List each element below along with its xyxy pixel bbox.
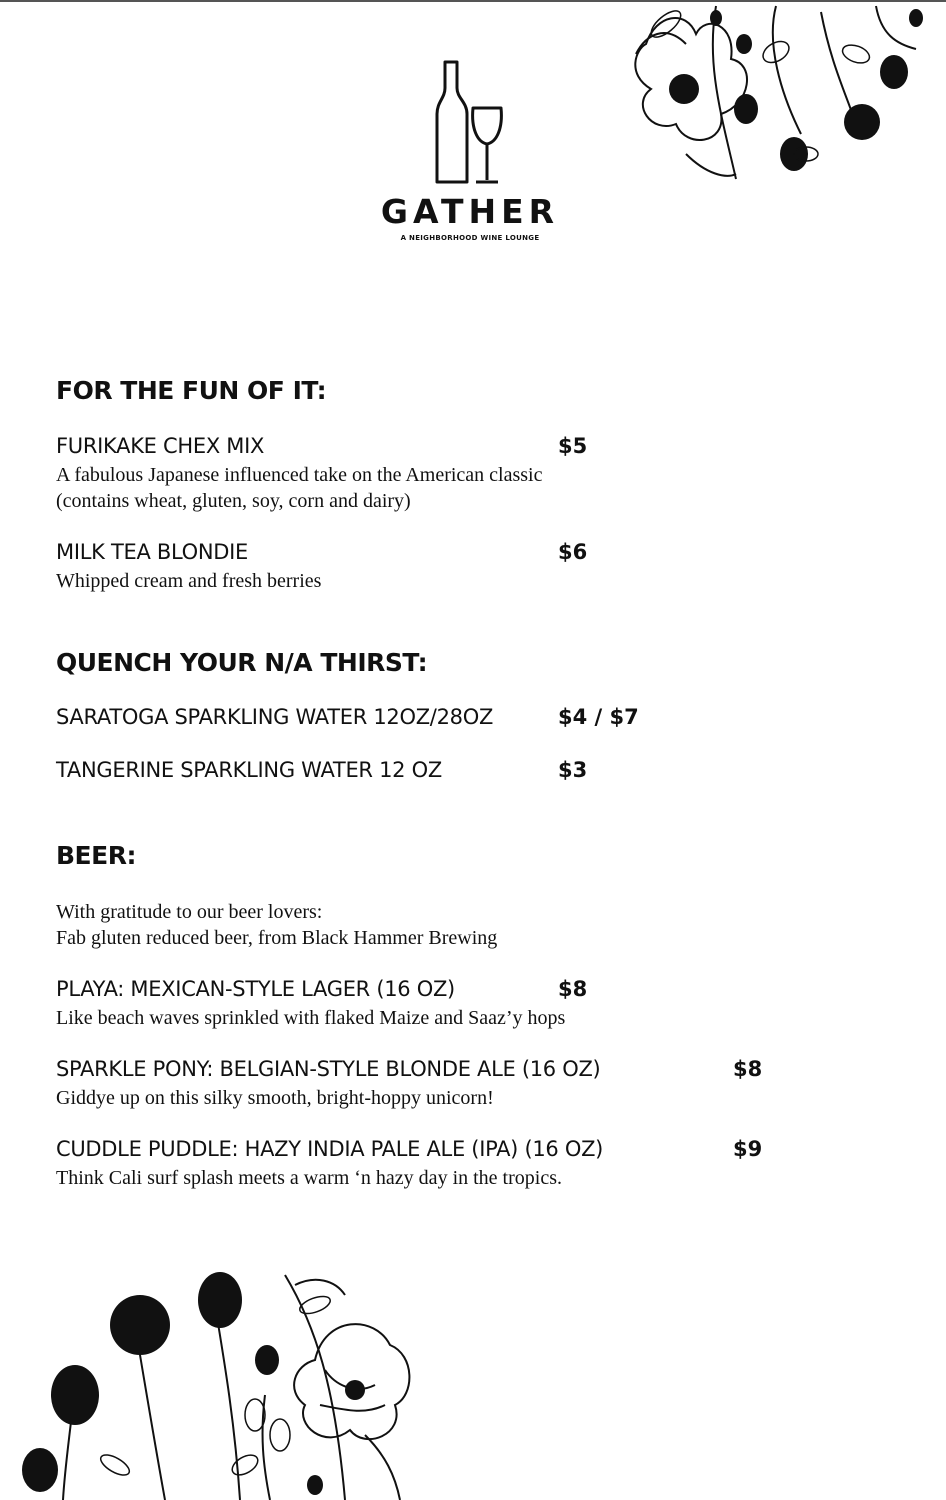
section-title-beer: BEER: [56,841,136,870]
floral-illustration-top [626,4,942,184]
menu-item-price: $4 / $7 [558,705,639,729]
menu-item-name: TANGERINE SPARKLING WATER 12 OZ [56,758,442,782]
menu-item-name: MILK TEA BLONDIE [56,540,249,564]
section-title-fun: FOR THE FUN OF IT: [56,376,327,405]
menu-item-name: SARATOGA SPARKLING WATER 12OZ/28OZ [56,705,494,729]
menu-item-name: CUDDLE PUDDLE: HAZY INDIA PALE ALE (IPA) (16 OZ) [56,1137,604,1161]
menu-item-price: $3 [558,758,588,782]
top-border [0,0,946,2]
menu-item-desc: (contains wheat, gluten, soy, corn and dairy) [56,490,411,512]
section-intro: With gratitude to our beer lovers: [56,901,323,923]
menu-item-desc: A fabulous Japanese influenced take on the American classic [56,464,543,486]
menu-item-desc: Think Cali surf splash meets a warm ‘n hazy day in the tropics. [56,1167,562,1189]
menu-item-name: SPARKLE PONY: BELGIAN-STYLE BLONDE ALE (16 OZ) [56,1057,601,1081]
menu-item-price: $8 [733,1057,763,1081]
brand-name: GATHER [380,192,560,231]
brand-tagline: A NEIGHBORHOOD WINE LOUNGE [400,234,540,242]
brand-logo [360,58,580,248]
menu-item-name: PLAYA: MEXICAN-STYLE LAGER (16 OZ) [56,977,455,1001]
menu-item-price: $5 [558,434,588,458]
menu-item-price: $6 [558,540,588,564]
section-title-thirst: QUENCH YOUR N/A THIRST: [56,648,428,677]
menu-item-desc: Like beach waves sprinkled with flaked Maize and Saaz’y hops [56,1007,566,1029]
floral-illustration-bottom [15,1265,435,1500]
menu-item-desc: Giddye up on this silky smooth, bright-hoppy unicorn! [56,1087,494,1109]
menu-item-price: $9 [733,1137,763,1161]
menu-item-price: $8 [558,977,588,1001]
menu-item-desc: Whipped cream and fresh berries [56,570,322,592]
wine-bottle-glass-icon [435,58,505,186]
section-intro: Fab gluten reduced beer, from Black Hammer Brewing [56,927,498,949]
menu-item-name: FURIKAKE CHEX MIX [56,434,265,458]
